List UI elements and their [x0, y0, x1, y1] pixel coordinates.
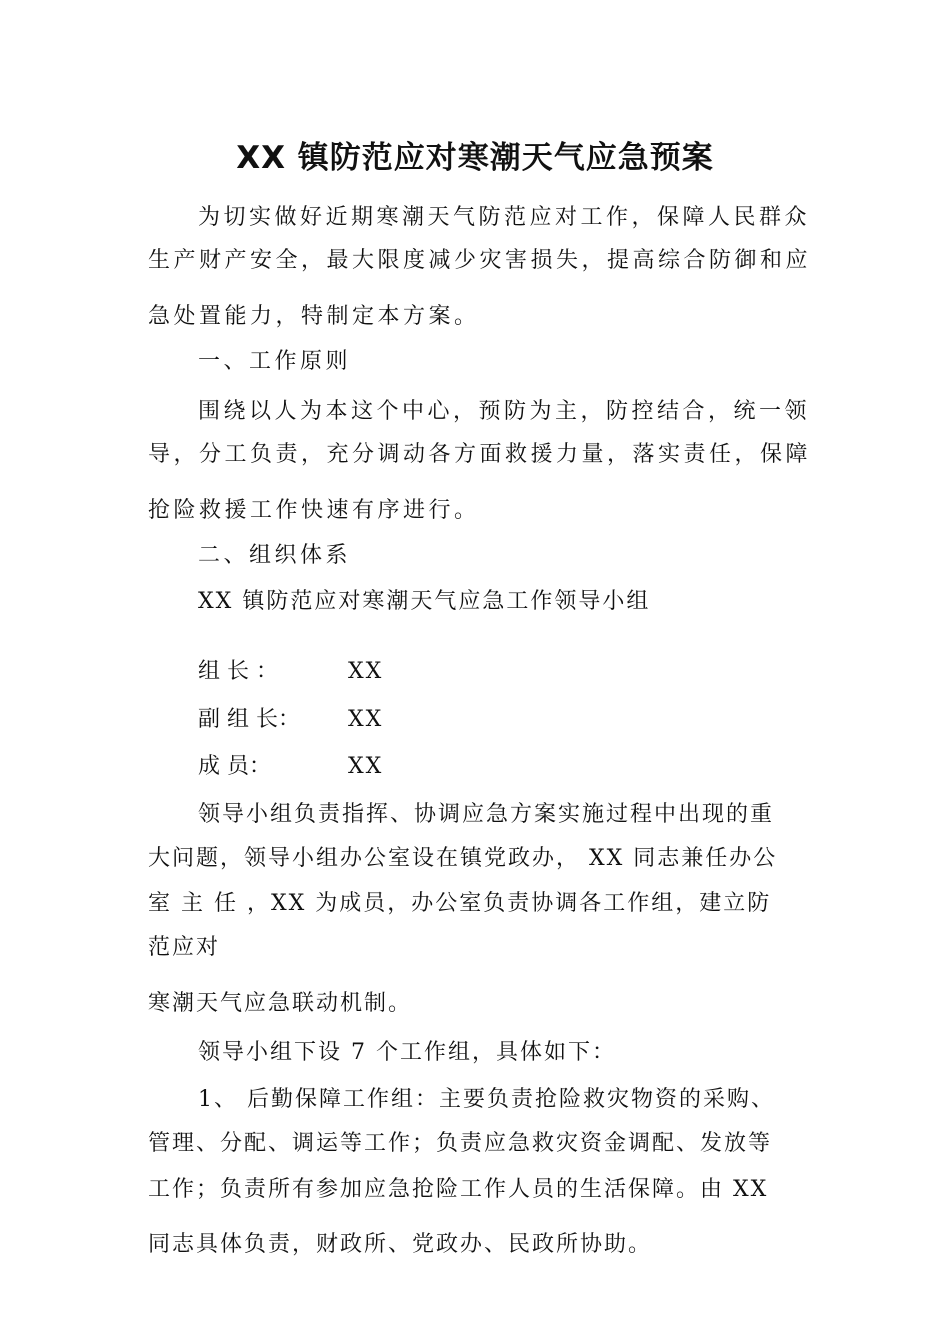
member-role-label: 副 组 长： — [198, 707, 300, 732]
logistics-line-1: 1、 后勤保障工作组：主要负责抢险救灾物资的采购、 — [198, 1087, 775, 1112]
member-row — [198, 702, 383, 733]
leader-line-1: 领导小组负责指挥、协调应急方案实施过程中出现的重 — [198, 802, 775, 827]
member-row — [198, 749, 383, 780]
logistics-line-4: 同志具体负责，财政所、党政办、民政所协助。 — [148, 1232, 653, 1257]
section-heading-1: 一、工作原则 — [198, 349, 352, 374]
groups-intro: 领导小组下设 7 个工作组，具体如下： — [198, 1040, 616, 1065]
principle-line-2: 导，分工负责，充分调动各方面救援力量，落实责任，保障 — [148, 442, 812, 467]
intro-line-1: 为切实做好近期寒潮天气防范应对工作，保障人民群众 — [198, 205, 811, 230]
logistics-line-3: 工作；负责所有参加应急抢险工作人员的生活保障。由 XX — [148, 1177, 769, 1202]
member-name: XX — [348, 754, 384, 779]
group-title: XX 镇防范应对寒潮天气应急工作领导小组 — [198, 589, 651, 614]
member-role-label: 成 员： — [198, 754, 271, 779]
member-name: XX — [348, 659, 384, 684]
member-name: XX — [348, 707, 384, 732]
document-title: XX 镇防范应对寒潮天气应急预案 — [236, 140, 714, 176]
leader-line-2: 大问题，领导小组办公室设在镇党政办， XX 同志兼任办公 — [148, 846, 778, 871]
leader-line-5: 寒潮天气应急联动机制。 — [148, 991, 413, 1016]
logistics-line-2: 管理、分配、调运等工作；负责应急救灾资金调配、发放等 — [148, 1131, 773, 1156]
principle-line-1: 围绕以人为本这个中心，预防为主，防控结合，统一领 — [198, 399, 811, 424]
leader-line-4: 范应对 — [148, 935, 221, 960]
intro-line-2: 生产财产安全，最大限度减少灾害损失，提高综合防御和应 — [148, 248, 812, 273]
member-row — [198, 654, 383, 685]
intro-line-3: 急处置能力，特制定本方案。 — [148, 304, 480, 329]
principle-line-3: 抢险救援工作快速有序进行。 — [148, 498, 480, 523]
section-heading-2: 二、组织体系 — [198, 543, 352, 568]
leader-line-3: 室 主 任 ，XX 为成员，办公室负责协调各工作组，建立防 — [148, 891, 772, 916]
member-role-label: 组 长 ： — [198, 659, 278, 684]
